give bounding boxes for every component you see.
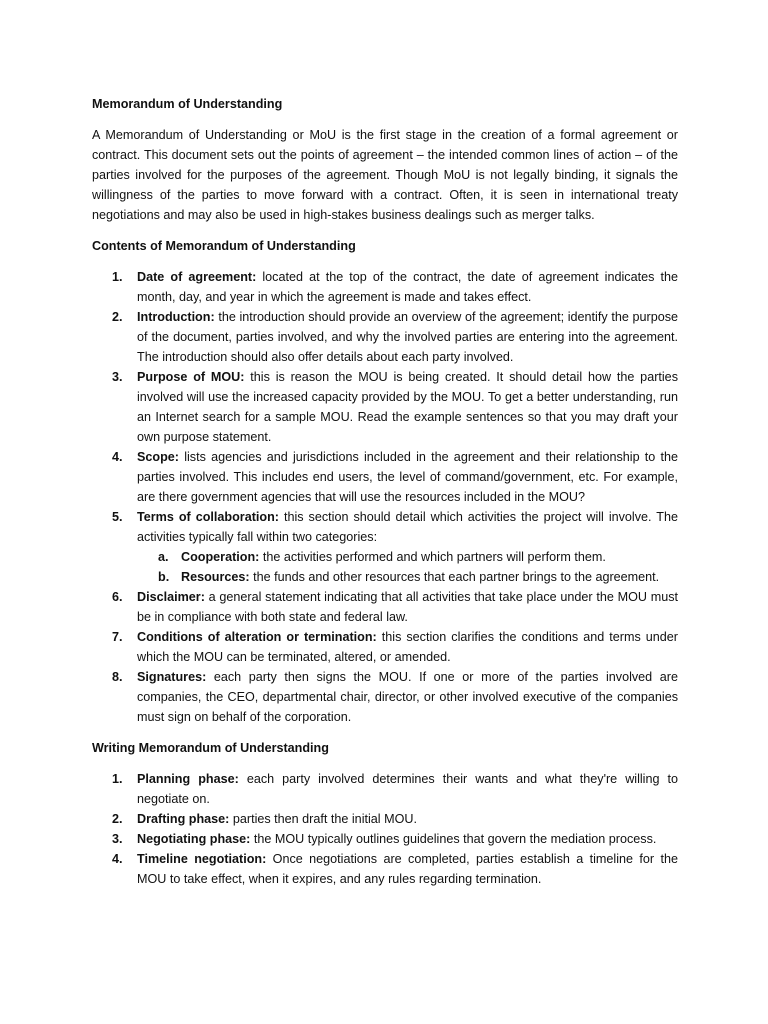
intro-paragraph: A Memorandum of Understanding or MoU is the first stage in the creation of a formal agreement or contract. This document sets out the points of agreement – the intended common lines of action – of the parties involved for the purposes of the agreement. Though MoU is not legally binding, it signals the willingness of the parties to move forward with a contract. Often, it is seen in international treaty negotiations and may also be used in high-stakes business dealings such as merger talks. <box>92 128 678 222</box>
list-item-text: this is reason the MOU is being created. It should detail how the parties involved will use the increased capacity provided by the MOU. To get a better understanding, run an Internet search for a sample MOU. Read the example sentences so that you may draft your own purpose statement. <box>137 370 678 444</box>
sub-item-term: Cooperation: <box>181 550 260 564</box>
list-item-number: 1. <box>112 772 123 786</box>
list-item-term: Negotiating phase: <box>137 832 251 846</box>
list-item-number: 4. <box>112 450 123 464</box>
list-item <box>92 769 678 809</box>
list-item-number: 3. <box>112 832 123 846</box>
sub-item-text: the funds and other resources that each partner brings to the agreement. <box>249 570 660 584</box>
list-item <box>92 829 678 849</box>
list-item-text: each party then signs the MOU. If one or more of the parties involved are companies, the CEO, departmental chair, director, or other involved executive of the companies must sign on behalf of the corporation. <box>137 670 678 724</box>
list-item-number: 1. <box>112 270 123 284</box>
writing-list <box>92 769 678 889</box>
list-item-number: 8. <box>112 670 123 684</box>
sub-item-letter: a. <box>158 550 169 564</box>
list-item-text: the introduction should provide an overview of the agreement; identify the purpose of the document, parties involved, and why the involved parties are entering into the agreement. The introduction should also offer details about each party involved. <box>137 310 678 364</box>
list-item <box>92 849 678 889</box>
list-item-term: Introduction: <box>137 310 215 324</box>
list-item-number: 6. <box>112 590 123 604</box>
writing-heading: Writing Memorandum of Understanding <box>92 741 329 755</box>
list-item-number: 5. <box>112 510 123 524</box>
list-item-term: Date of agreement: <box>137 270 257 284</box>
list-item-text: this section should detail which activities the project will involve. The activities typically fall within two categories: <box>137 510 678 544</box>
list-item-term: Timeline negotiation: <box>137 852 267 866</box>
document-body <box>92 94 678 889</box>
list-item-term: Drafting phase: <box>137 812 230 826</box>
list-item-text: lists agencies and jurisdictions included in the agreement and their relationship to the parties involved. This includes end users, the level of command/government, etc. For example, are there government agencies that will use the resources included in the MOU? <box>137 450 678 504</box>
list-item <box>92 307 678 367</box>
list-item-text: Once negotiations are completed, parties establish a timeline for the MOU to take effect, when it expires, and any rules regarding termination. <box>137 852 678 886</box>
list-item-number: 4. <box>112 852 123 866</box>
list-item-number: 2. <box>112 812 123 826</box>
list-item-term: Planning phase: <box>137 772 239 786</box>
list-item-number: 3. <box>112 370 123 384</box>
contents-heading: Contents of Memorandum of Understanding <box>92 239 356 253</box>
list-item <box>92 367 678 447</box>
list-item <box>92 667 678 727</box>
list-item-term: Scope: <box>137 450 179 464</box>
sub-list-item <box>137 547 678 567</box>
list-item-text: parties then draft the initial MOU. <box>229 812 417 826</box>
list-item-term: Signatures: <box>137 670 207 684</box>
list-item <box>92 447 678 507</box>
sub-item-text: the activities performed and which partners will perform them. <box>259 550 606 564</box>
list-item <box>92 809 678 829</box>
list-item-text: the MOU typically outlines guidelines that govern the mediation process. <box>250 832 657 846</box>
list-item-number: 7. <box>112 630 123 644</box>
list-item-term: Terms of collaboration: <box>137 510 279 524</box>
list-item <box>92 587 678 627</box>
list-item-term: Conditions of alteration or termination: <box>137 630 377 644</box>
list-item-text: a general statement indicating that all activities that take place under the MOU must be in compliance with both state and federal law. <box>137 590 678 624</box>
list-item <box>92 627 678 667</box>
list-item-text: this section clarifies the conditions and terms under which the MOU can be terminated, altered, or amended. <box>137 630 678 664</box>
sub-list-item <box>137 567 678 587</box>
contents-list <box>92 267 678 727</box>
sub-item-letter: b. <box>158 570 170 584</box>
list-item-term: Disclaimer: <box>137 590 205 604</box>
list-item-text: each party involved determines their wants and what they're willing to negotiate on. <box>137 772 679 806</box>
list-item <box>92 267 678 307</box>
list-item <box>92 507 678 587</box>
list-item-text: located at the top of the contract, the date of agreement indicates the month, day, and year in which the agreement is made and takes effect. <box>137 270 678 304</box>
list-item-term: Purpose of MOU: <box>137 370 245 384</box>
list-item-number: 2. <box>112 310 123 324</box>
sub-item-term: Resources: <box>181 570 250 584</box>
sub-list <box>137 547 678 587</box>
document-title: Memorandum of Understanding <box>92 97 283 111</box>
